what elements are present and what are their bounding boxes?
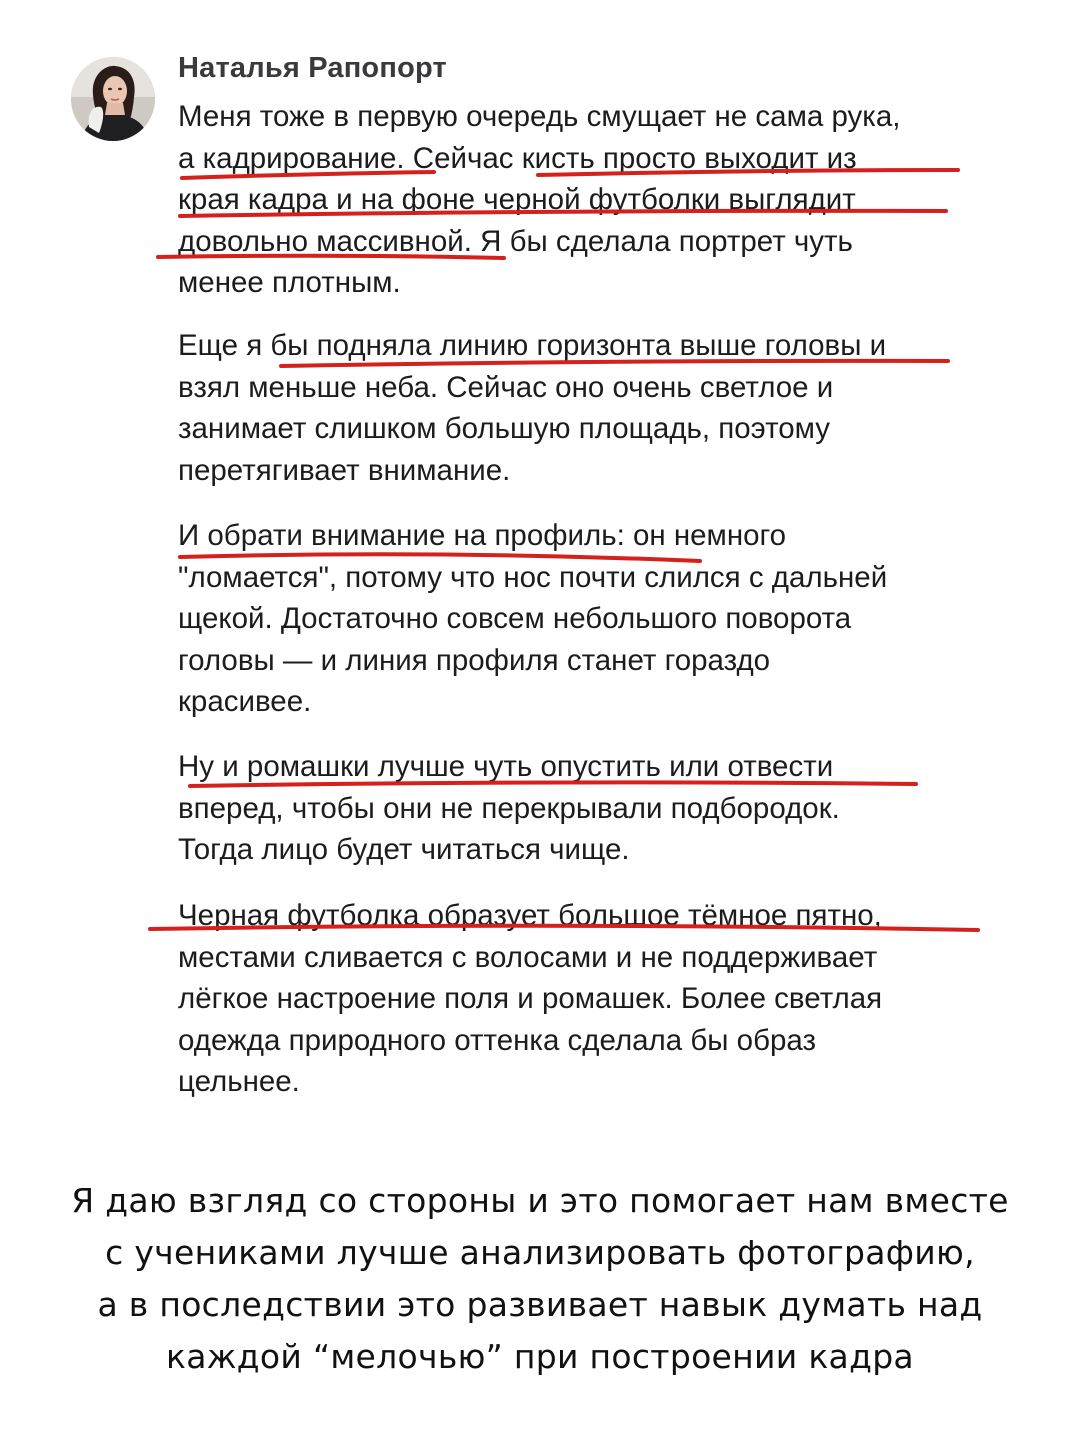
text-line: головы — и линия профиля станет гораздо [178,643,771,677]
text-line: а кадрирование. Сейчас кисть просто выходит из [178,141,857,175]
text-line: одежда природного оттенка сделала бы образ [178,1023,816,1057]
user-avatar-photo-icon [71,57,155,141]
text-line: Еще я бы подняла линию горизонта выше головы и [178,329,887,362]
text-line: вперед, чтобы они не перекрывали подбородок. [178,791,840,825]
comment-paragraph-4 [178,746,840,871]
text-line: Ну и ромашки лучше чуть опустить или отвести [178,750,834,783]
text-line: "ломается", потому что нос почти слился с дальней [178,560,888,594]
text-line: красивее. [178,685,312,718]
caption-line: а в последствии это развивает навык думать над [97,1285,983,1324]
text-line: перетягивает внимание. [178,453,511,487]
text-line: щекой. Достаточно совсем небольшого поворота [178,602,852,635]
comment-paragraph-2 [178,325,886,491]
handwritten-caption [0,1175,1080,1383]
text-line: менее плотным. [178,266,401,299]
text-line: местами сливается с волосами и не поддерживает [178,940,878,974]
caption-line: каждой “мелочью” при построении кадра [166,1337,914,1376]
text-line: Тогда лицо будет читаться чище. [178,833,630,866]
text-line: лёгкое настроение поля и ромашек. Более светлая [178,982,883,1015]
caption-line: Я даю взгляд со стороны и это помогает нам вместе [71,1181,1009,1220]
text-line: И обрати внимание на профиль: он немного [178,519,787,552]
comment-paragraph-3 [178,515,887,723]
text-line: Меня тоже в первую очередь смущает не сама рука, [178,100,901,133]
caption-line: с учениками лучше анализировать фотографию, [105,1233,975,1272]
text-line: края кадра и на фоне черной футболки выглядит [178,183,856,216]
text-line: Черная футболка образует большое тёмное пятно, [178,899,882,932]
comment-paragraph-5 [178,895,882,1103]
author-name[interactable]: Наталья Рапопорт [178,52,447,84]
comment-paragraph-1 [178,96,900,304]
text-line: довольно массивной. Я бы сделала портрет чуть [178,224,853,258]
text-line: цельнее. [178,1065,300,1098]
text-line: взял меньше неба. Сейчас оно очень светлое и [178,370,834,404]
text-line: занимает слишком большую площадь, поэтому [178,412,831,445]
author-avatar[interactable] [71,57,155,141]
